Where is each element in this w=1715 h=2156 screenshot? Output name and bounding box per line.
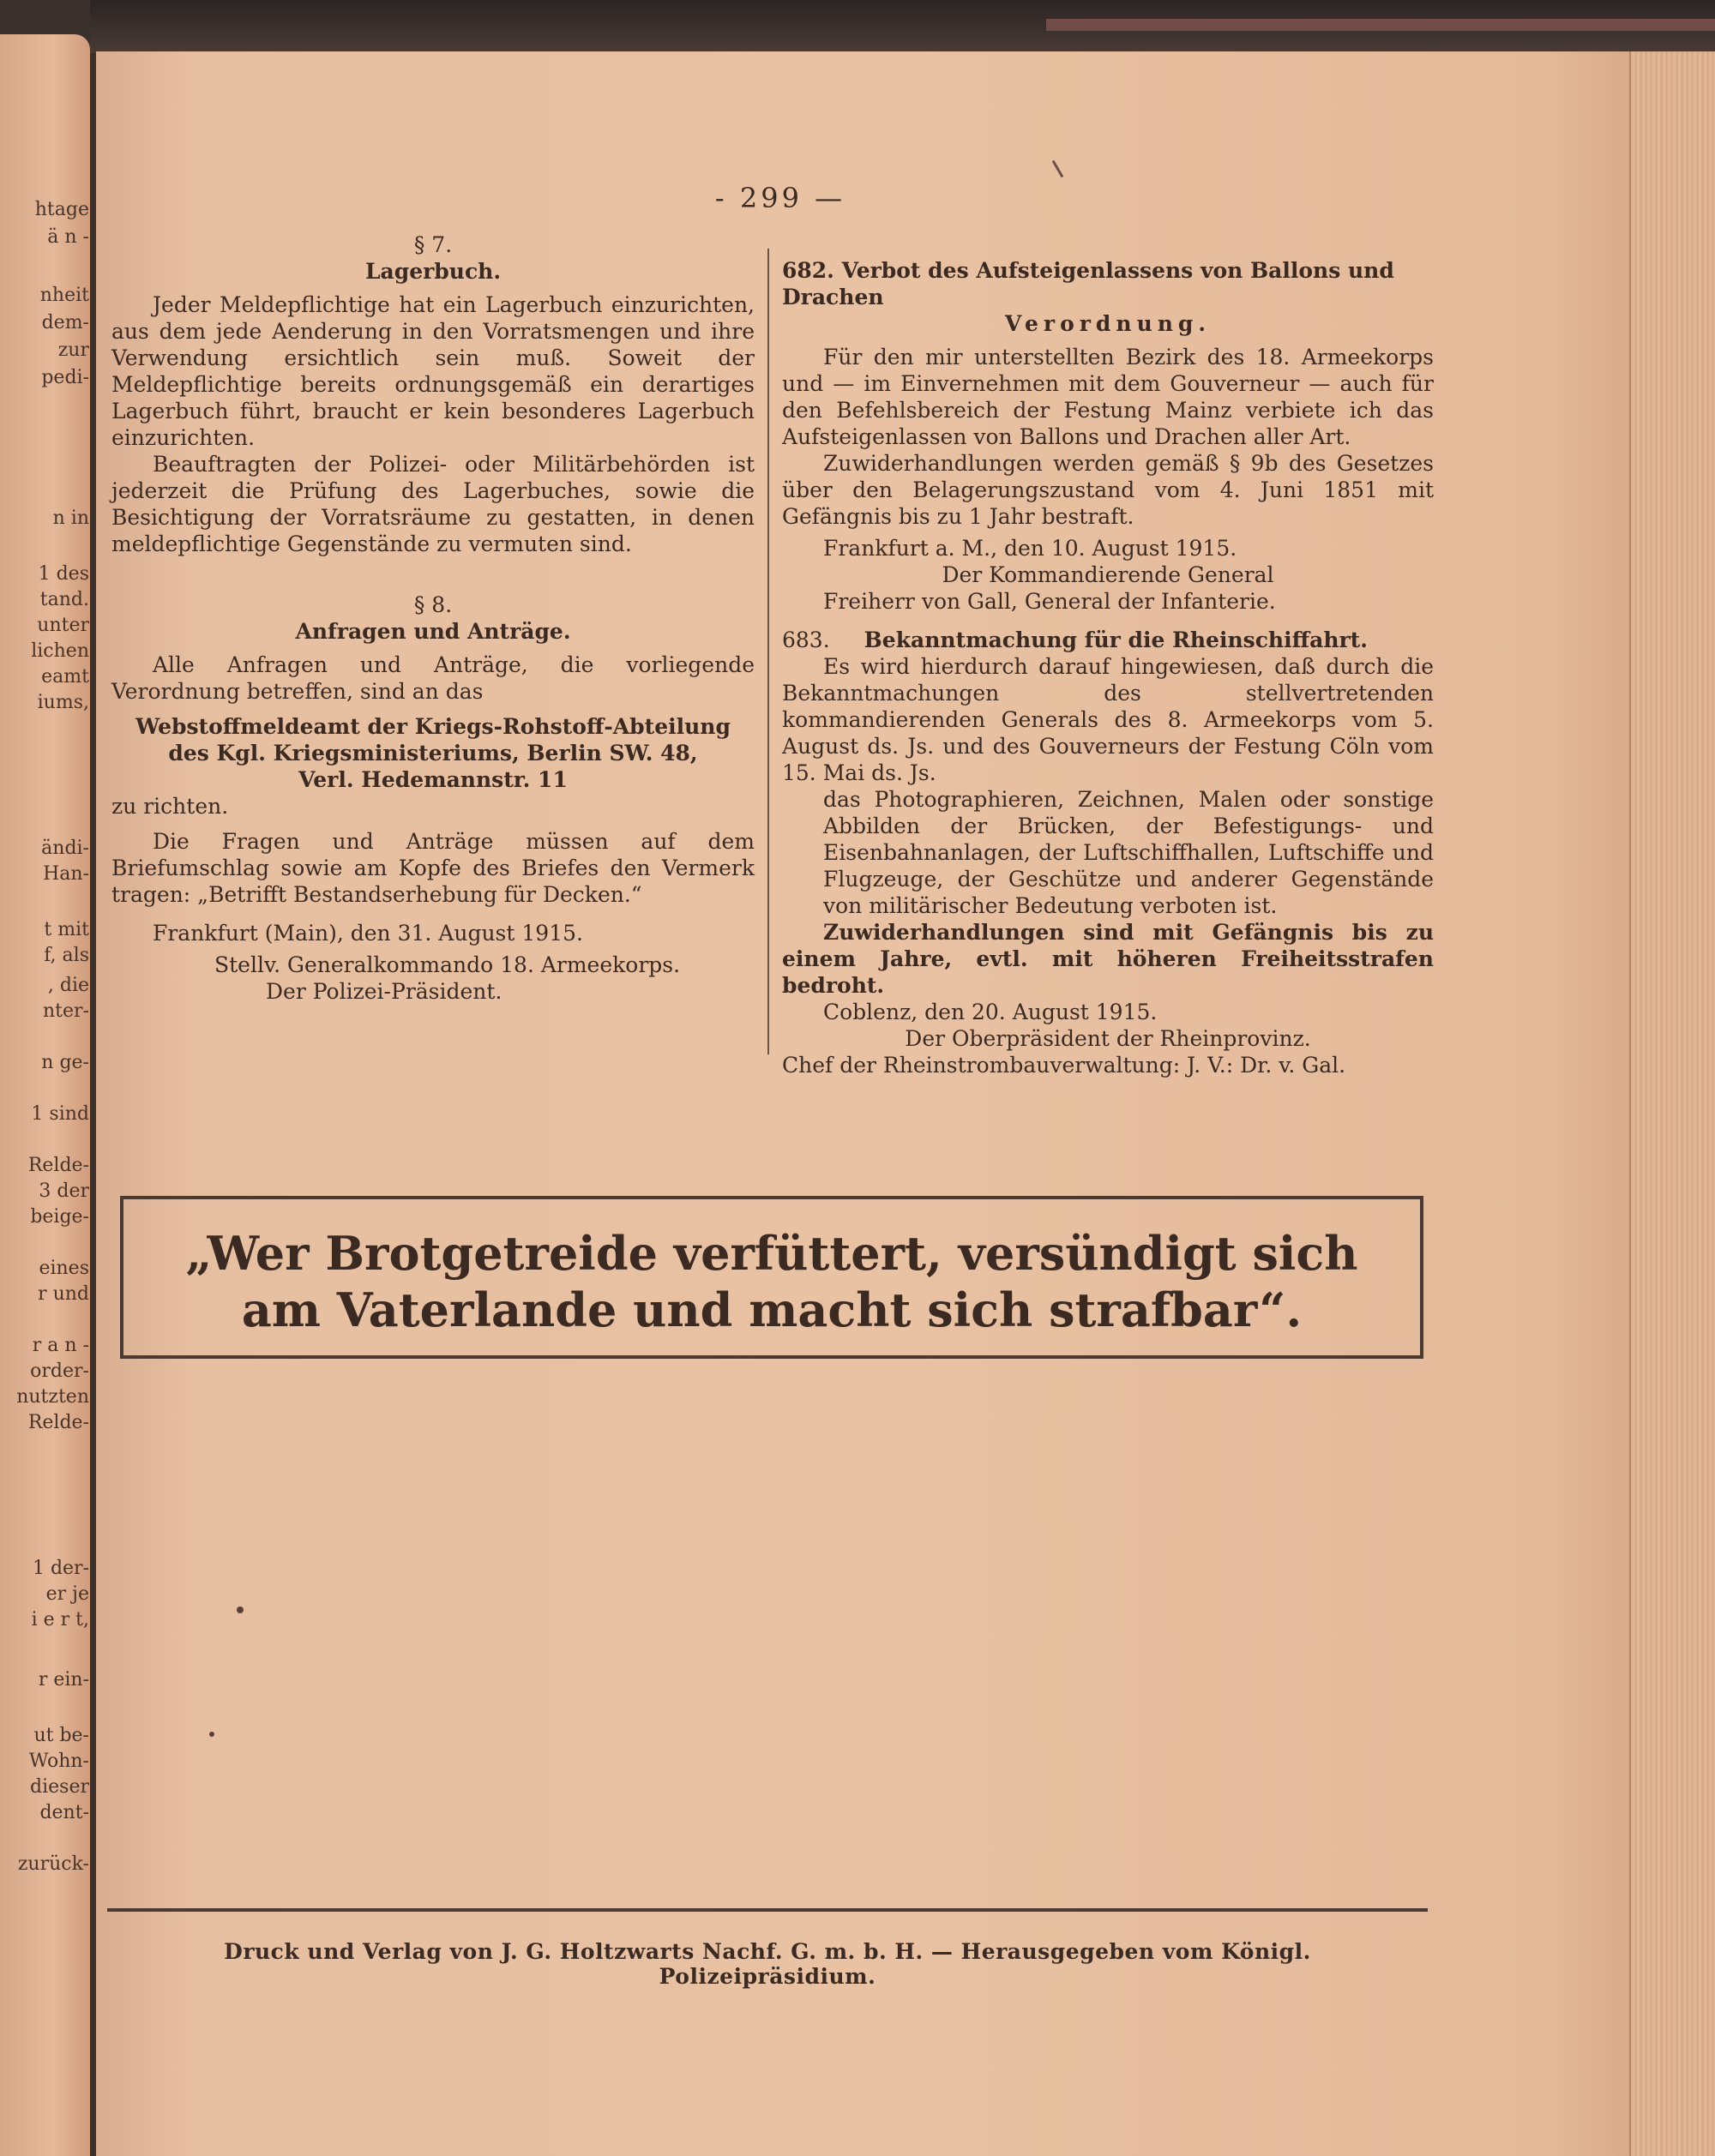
left-page-fragment: htage: [34, 199, 89, 220]
section-7-paragraph-1: Jeder Meldepflichtige hat ein Lagerbuch einzurichten, aus dem jede Aenderung in den Vorratsmengen und ihre Verwendung ersichtlich sein muß. Soweit der Meldepflichtige bereits ordnungsgemäß ein derartiges Lagerbuch führt, braucht er kein besonderes Lagerbuch einzurichten.: [111, 292, 755, 450]
section-7-number: § 7.: [413, 232, 453, 257]
signature-polizei-praesident: Der Polizei-Präsident.: [266, 979, 502, 1004]
left-page-fragment: 3 der: [39, 1180, 89, 1202]
left-page-fragment: i e r t,: [31, 1609, 89, 1631]
left-page-fragment: lichen: [31, 640, 89, 662]
left-page-fragment: zur: [57, 339, 89, 361]
left-page-fragment: n in: [52, 507, 89, 529]
left-column: [111, 231, 755, 1005]
right-column: [782, 257, 1434, 1078]
section-8-paragraph-1: Alle Anfragen und Anträge, die vorliegende Verordnung betreffen, sind an das: [111, 652, 755, 704]
left-page-fragment: 1 des: [38, 563, 89, 585]
left-page-fragment: ä n -: [47, 226, 89, 248]
left-page-fragment: eines: [39, 1258, 89, 1279]
left-page-fragment: , die: [47, 975, 89, 996]
section-7-paragraph-2: Beauftragten der Polizei- oder Militärbehörden ist jederzeit die Prüfung des Lagerbuches, sowie die Besichtigung der Vorratsräume zu gestatten, in denen meldepflichtige Gegenstände zu vermuten sind.: [111, 452, 755, 556]
left-page-fragment: dem-: [41, 312, 89, 333]
notice-683-paragraph-2: das Photographieren, Zeichnen, Malen oder sonstige Abbilden der Brücken, der Befestigungs- und Eisenbahnanlagen, der Luftschiffhallen, Luftschiffe und Flugzeuge, der Geschütze und anderer Gegenstände von militärischer Bedeutung verboten ist.: [823, 787, 1434, 918]
notice-683-signature-2: Chef der Rheinstrombauverwaltung: J. V.: Dr. v. Gal.: [782, 1053, 1346, 1078]
left-page-fragment: iums,: [37, 692, 89, 713]
slogan-line-2: am Vaterlande und macht sich strafbar“.: [241, 1282, 1303, 1337]
ink-speck: [209, 1732, 214, 1737]
notice-683-heading: Bekanntmachung für die Rheinschiffahrt.: [864, 628, 1368, 652]
address-line-2: des Kgl. Kriegsministeriums, Berlin SW. 48,: [168, 741, 698, 766]
section-8-paragraph-3: Die Fragen und Anträge müssen auf dem Briefumschlag sowie am Kopfe des Briefes den Vermerk tragen: „Betrifft Bestandserhebung für Decken.“: [111, 829, 755, 907]
signature-generalkommando: Stellv. Generalkommando 18. Armeekorps.: [214, 952, 681, 977]
binding-band: [1046, 19, 1715, 31]
slogan-line-1: „Wer Brotgetreide verfüttert, versündigt sich: [185, 1226, 1358, 1281]
notice-683-paragraph-3: Zuwiderhandlungen sind mit Gefängnis bis zu einem Jahre, evtl. mit höheren Freiheitsstrafen bedroht.: [782, 920, 1434, 998]
left-page-fragment: f, als: [44, 945, 89, 966]
section-8-paragraph-2: zu richten.: [111, 794, 229, 819]
section-7-title: Lagerbuch.: [364, 259, 502, 284]
left-page-fragment: ut be-: [33, 1725, 89, 1746]
left-page-fragment: Wohn-: [28, 1751, 89, 1772]
section-8-number: § 8.: [413, 592, 453, 617]
notice-683-paragraph-1: Es wird hierdurch darauf hingewiesen, daß durch die Bekanntmachungen des stellvertretenden kommandierenden Generals des 8. Armeekorps vom 5. August ds. Js. und des Gouverneurs der Festung Cöln vom 15. Mai ds. Js.: [782, 654, 1434, 785]
left-page-fragment: beige-: [30, 1206, 89, 1228]
left-page-fragment: n ge-: [41, 1052, 89, 1073]
left-page-fragment: Relde-: [27, 1412, 89, 1433]
notice-683-number: 683.: [782, 628, 830, 652]
footer-rule: [107, 1908, 1428, 1912]
left-page-fragment: pedi-: [41, 367, 89, 388]
book-binding-top: [90, 0, 1715, 53]
left-page-fragment: Relde-: [27, 1155, 89, 1176]
left-page-fragment: dent-: [39, 1802, 89, 1823]
left-facing-page: [0, 34, 90, 2156]
slogan-text: [123, 1225, 1420, 1338]
notice-683-header: [782, 627, 1434, 653]
page-number: - 299 —: [714, 182, 846, 214]
notice-682-paragraph-1: Für den mir unterstellten Bezirk des 18. Armeekorps und — im Einvernehmen mit dem Gouverneur — auch für den Befehlsbereich der Festung Mainz verbiete ich das Aufsteigenlassen von Ballons und Drachen aller Art.: [782, 345, 1434, 449]
left-page-fragment: zurück-: [17, 1853, 89, 1875]
imprint-footer: Druck und Verlag von J. G. Holtzwarts Nachf. G. m. b. H. — Herausgegeben vom Königl. Polizeipräsidium.: [224, 1939, 1311, 1989]
notice-682-subheading: Verordnung.: [1004, 311, 1212, 336]
ink-speck: [237, 1606, 244, 1613]
left-page-fragment: nheit: [39, 285, 89, 306]
notice-682-signature-2: Freiherr von Gall, General der Infanterie.: [823, 589, 1276, 614]
date-line: Frankfurt (Main), den 31. August 1915.: [153, 921, 583, 946]
left-page-fragment: r und: [38, 1283, 89, 1305]
left-page-fragment: nutzten: [16, 1386, 89, 1408]
notice-683-date: Coblenz, den 20. August 1915.: [823, 1000, 1158, 1024]
left-page-fragment: unter: [37, 615, 89, 636]
left-page-fragment: tand.: [39, 589, 89, 610]
left-page-fragment: 1 sind: [31, 1103, 89, 1125]
address-line-3: Verl. Hedemannstr. 11: [298, 767, 568, 792]
left-page-fragment: t mit: [44, 919, 89, 940]
left-page-fragment: eamt: [41, 666, 89, 688]
left-page-fragment: nter-: [43, 1000, 89, 1022]
column-divider: [767, 249, 769, 1054]
notice-682-signature-1: Der Kommandierende General: [942, 562, 1274, 587]
notice-682-date: Frankfurt a. M., den 10. August 1915.: [823, 536, 1237, 561]
left-page-fragment: dieser: [30, 1776, 89, 1798]
left-page-fragment: ändi-: [41, 838, 89, 859]
page-stack-edge: [1629, 51, 1715, 2156]
notice-682-heading: 682. Verbot des Aufsteigenlassens von Ballons und Drachen: [782, 258, 1394, 309]
section-8-title: Anfragen und Anträge.: [295, 619, 571, 644]
left-page-fragment: order-: [30, 1360, 89, 1382]
address-line-1: Webstoffmeldeamt der Kriegs-Rohstoff-Abteilung: [135, 714, 731, 739]
left-page-fragment: 1 der-: [32, 1558, 89, 1579]
left-page-fragment: Han-: [43, 863, 89, 885]
left-page-fragment: r a n -: [32, 1335, 89, 1356]
notice-682-paragraph-2: Zuwiderhandlungen werden gemäß § 9b des Gesetzes über den Belagerungszustand vom 4. Juni 1851 mit Gefängnis bis zu 1 Jahr bestraft.: [782, 451, 1434, 529]
slogan-box: [120, 1196, 1423, 1359]
left-page-fragment: r ein-: [38, 1669, 89, 1691]
notice-683-signature-1: Der Oberpräsident der Rheinprovinz.: [905, 1026, 1311, 1051]
left-page-fragment: er je: [45, 1583, 89, 1605]
